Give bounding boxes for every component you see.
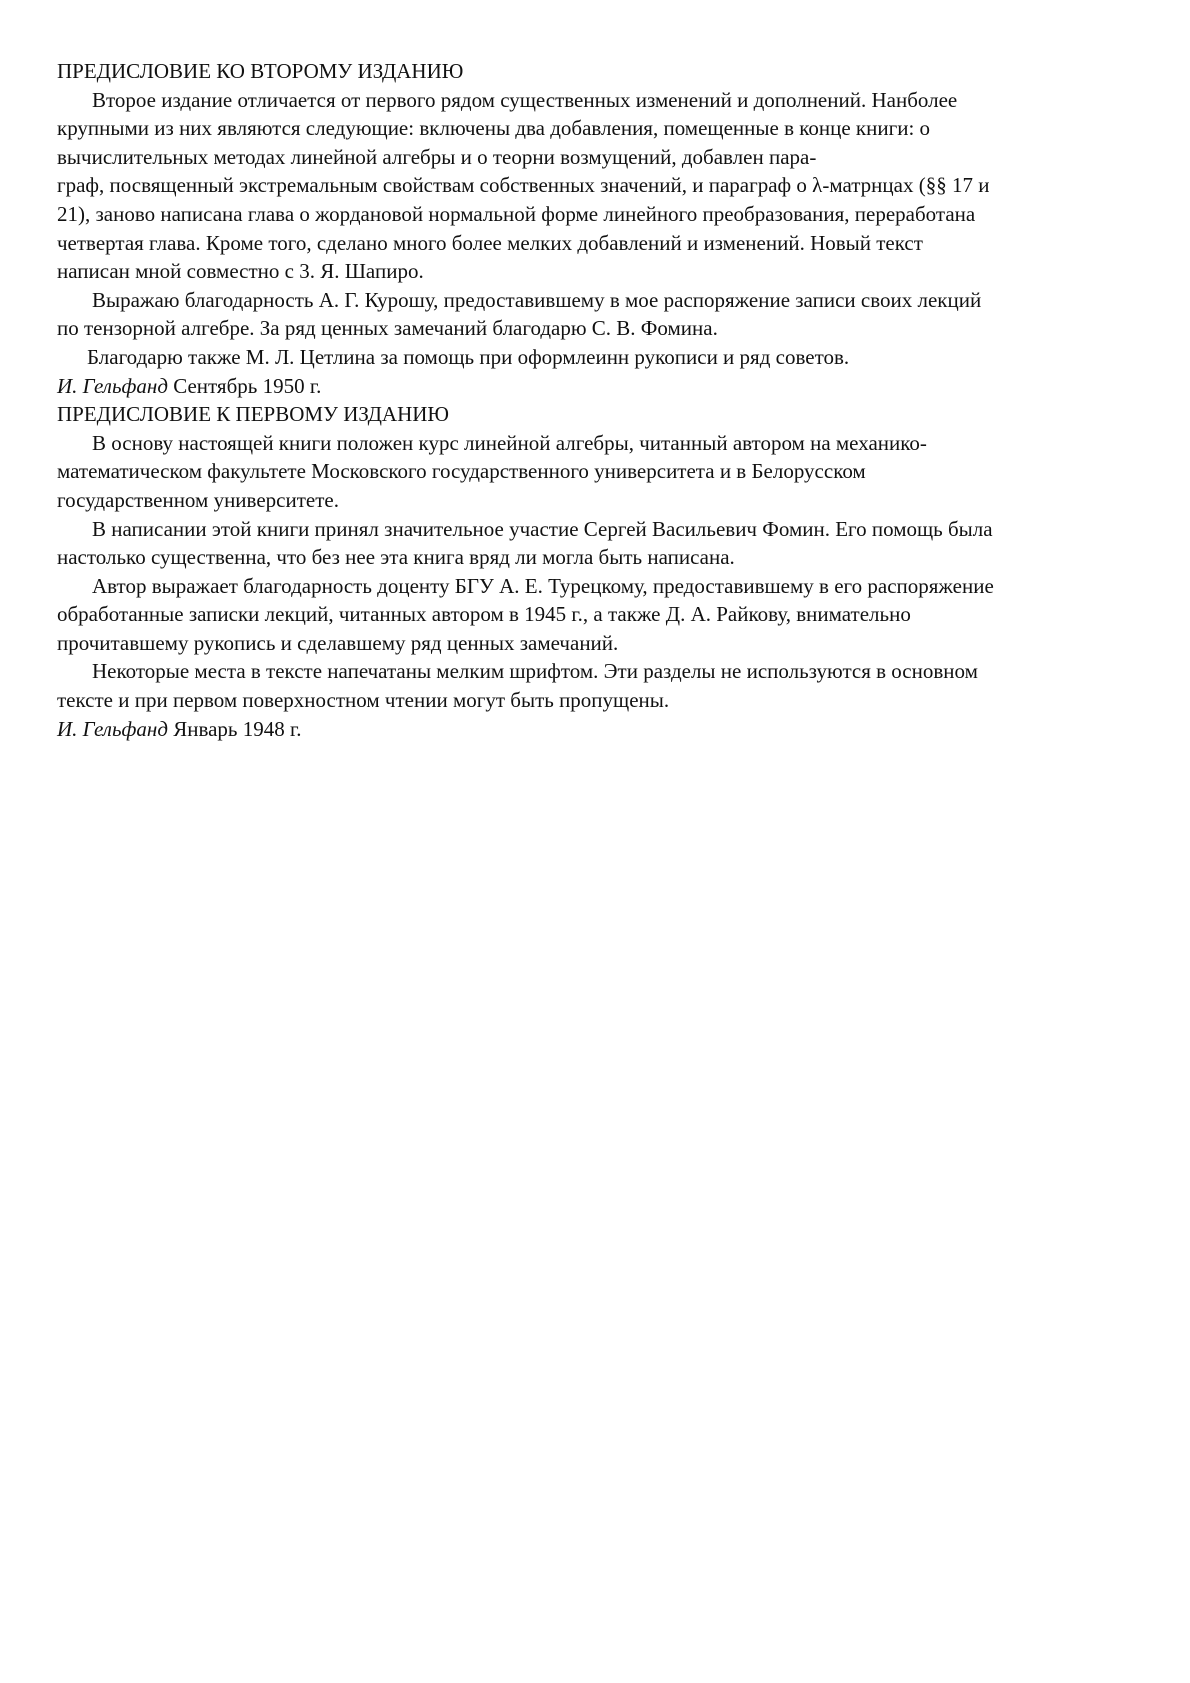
paragraph-first-2 bbox=[57, 515, 1137, 572]
signature-date: Январь 1948 г. bbox=[167, 716, 302, 741]
paragraph-first-3 bbox=[57, 572, 1137, 658]
text-line: написан мной совместно с 3. Я. Шапиро. bbox=[57, 259, 424, 284]
paragraph-first-4 bbox=[57, 657, 1137, 714]
text-line: крупными из них являются следующие: включены два добавления, помещенные в конце книги: о bbox=[57, 116, 931, 141]
text-line: государственном университете. bbox=[57, 487, 339, 512]
text-line: по тензорной алгебре. За ряд ценных замечаний благодарю С. В. Фомина. bbox=[57, 316, 718, 341]
text-line: прочитавшему рукопись и сделавшему ряд ценных замечаний. bbox=[57, 630, 619, 655]
section-heading-first-edition: ПРЕДИСЛОВИЕ К ПЕРВОМУ ИЗДАНИЮ bbox=[57, 402, 450, 427]
text-line: вычислительных методах линейной алгебры и о теорни возмущений, добавлен пара- bbox=[57, 144, 817, 169]
section-heading-second-edition: ПРЕДИСЛОВИЕ КО ВТОРОМУ ИЗДАНИЮ bbox=[57, 59, 464, 83]
paragraph-second-2 bbox=[57, 286, 1137, 343]
text-line: В основу настоящей книги положен курс линейной алгебры, читанный автором на механико- bbox=[92, 430, 927, 455]
text-line: математическом факультете Московского государственного университета и в Белорусском bbox=[57, 459, 866, 484]
text-line: В написании этой книги принял значительное участие Сергей Васильевич Фомин. Его помощь была bbox=[92, 516, 993, 541]
text-line: обработанные записки лекций, читанных автором в 1945 г., а также Д. А. Райкову, внимательно bbox=[57, 602, 911, 627]
text-line: Выражаю благодарность А. Г. Курошу, предоставившему в мое распоряжение записи своих лекций bbox=[92, 287, 982, 312]
signature-author: И. Гельфанд bbox=[57, 716, 168, 741]
text-line: граф, посвященный экстремальным свойствам собственных значений, и параграф о λ-матрнцах (§§ 17 и bbox=[57, 173, 990, 198]
text-line: Автор выражает благодарность доценту БГУ А. Е. Турецкому, предоставившему в его распоряжение bbox=[92, 573, 994, 598]
paragraph-second-3 bbox=[57, 343, 1137, 372]
paragraph-second-1 bbox=[57, 86, 1137, 286]
text-line: четвертая глава. Кроме того, сделано много более мелких добавлений и изменений. Новый текст bbox=[57, 230, 923, 255]
signature-author: И. Гельфанд bbox=[57, 373, 168, 398]
text-line: Благодарю также М. Л. Цетлина за помощь при оформлеинн рукописи и ряд советов. bbox=[87, 344, 850, 369]
signature-date: Сентябрь 1950 г. bbox=[167, 373, 322, 398]
text-line: 21), заново написана глава о жордановой нормальной форме линейного преобразования, переработана bbox=[57, 201, 976, 226]
text-line: тексте и при первом поверхностном чтении могут быть пропущены. bbox=[57, 688, 670, 713]
text-line: Некоторые места в тексте напечатаны мелким шрифтом. Эти разделы не используются в основном bbox=[92, 659, 978, 684]
paragraph-first-1 bbox=[57, 429, 1137, 515]
document-page bbox=[57, 57, 1137, 743]
text-line: Второе издание отличается от первого рядом существенных изменений и дополнений. Нанболее bbox=[92, 87, 958, 112]
signature-first-edition bbox=[57, 715, 1137, 744]
text-line: настолько существенна, что без нее эта книга вряд ли могла быть написана. bbox=[57, 545, 735, 570]
signature-second-edition bbox=[57, 372, 1137, 401]
